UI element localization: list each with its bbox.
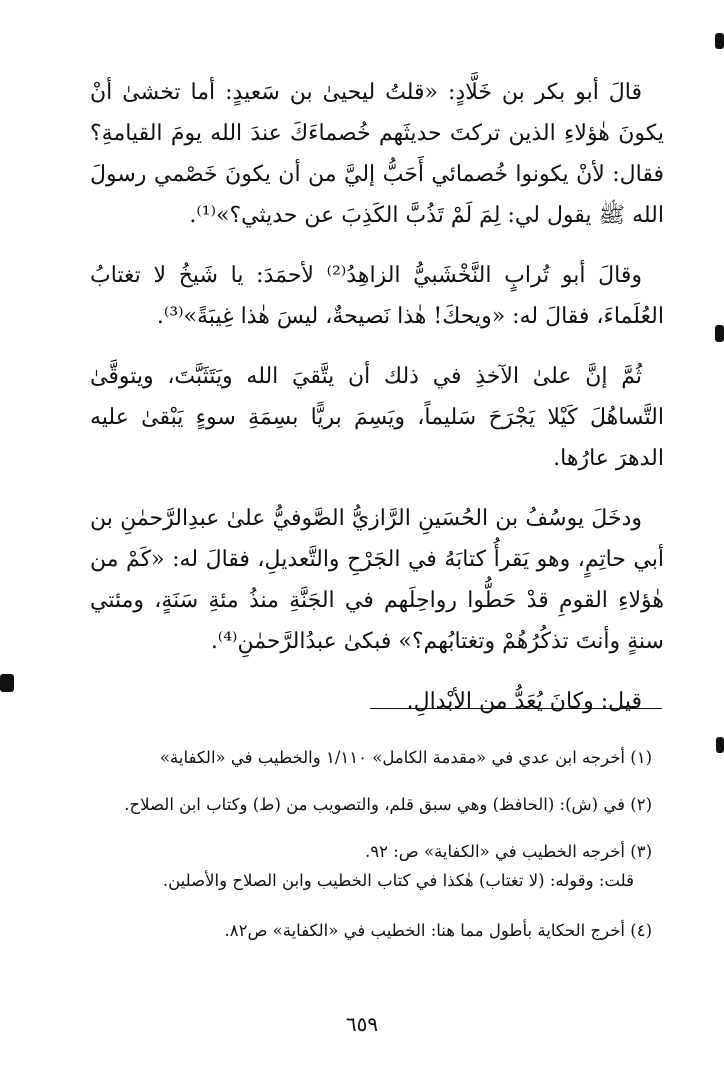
paragraph-ibn-khallad: قالَ أبو بكر بن خَلَّادٍ: «قلتُ ليحيىٰ بن سَعيدٍ: أما تخشىٰ أنْ يكونَ هٰؤلاءِ الذين تركتَ حديثَهم خُصماءَكَ عندَ الله يومَ القيامةِ؟ فقال: لأنْ يكونوا خُصمائي أَحَبُّ إليَّ من أن يكونَ خَصْمي رسولَ الله ﷺ يقول لي: لِمَ لَمْ تَذُبَّ الكَذِبَ عن حديثي؟»⁽¹⁾. (90, 80, 664, 228)
footnote-4: (٤) أخرج الحكاية بأطول مما هنا: الخطيب في «الكفاية» ص٨٢. (224, 921, 652, 940)
edge-mark-left (0, 674, 14, 692)
footnotes (88, 745, 652, 965)
paragraph-yusuf-razi: ودخَلَ يوسُفُ بن الحُسَينِ الرَّازيُّ الصَّوفيُّ علىٰ عبدِالرَّحمٰنِ بن أبي حاتِمٍ، وهو يَقرأُ كتابَهُ في الجَرْحِ والتَّعديلِ، فقالَ له: «كَمْ من هٰؤلاءِ القومِ قدْ حَطُّوا رواحِلَهم في الجَنَّةِ منذُ مئةِ سَنَةٍ، ومئتي سنةٍ وأنتَ تذكُرُهُمْ وتغتابُهم؟» فبكىٰ عبدُالرَّحمٰنِ⁽⁴⁾. (90, 506, 664, 654)
page-number: ٦٥٩ (345, 1012, 379, 1036)
paragraph-qila: قيل: وكانَ يُعَدُّ من الأبْدالِ. (406, 689, 642, 714)
main-text (90, 72, 664, 741)
edge-mark-middle-right (715, 325, 724, 342)
edge-mark-lower-right (716, 737, 724, 753)
paragraph-taqwa: ثُمَّ إنَّ علىٰ الآخذِ في ذلك أن يتَّقيَ الله ويَتَثَبَّتَ، ويتوقَّىٰ التَّساهُلَ كَيْلا يَجْرَحَ سَليماً، ويَسِمَ بريًّا بسِمَةِ سوءٍ يَبْقىٰ عليه الدهرَ عارُها. (90, 364, 664, 471)
footnote-3: (٣) أخرجه الخطيب في «الكفاية» ص: ٩٢. (365, 842, 652, 861)
footnote-2: (٢) في (ش): (الحافظ) وهي سبق قلم، والتصويب من (ط) وكتاب ابن الصلاح. (124, 795, 652, 814)
edge-mark-top-right (715, 33, 724, 49)
footnote-separator (370, 708, 662, 709)
footnote-1: (١) أخرجه ابن عدي في «مقدمة الكامل» ١/١١٠ والخطيب في «الكفاية» (159, 748, 652, 767)
paragraph-abu-turab: وقالَ أبو تُرابٍ النَّخْشَبيُّ الزاهِدُ⁽²⁾ لأحمَدَ: يا شَيخُ لا تغتابُ العُلَماءَ، فقالَ له: «ويحكَ! هٰذا نَصيحةٌ، ليسَ هٰذا غِيبَةً»⁽³⁾. (90, 263, 664, 329)
footnote-3-comment: قلت: وقوله: (لا تغتاب) هٰكذا في كتاب الخطيب وابن الصلاح والأصلين. (162, 871, 634, 890)
